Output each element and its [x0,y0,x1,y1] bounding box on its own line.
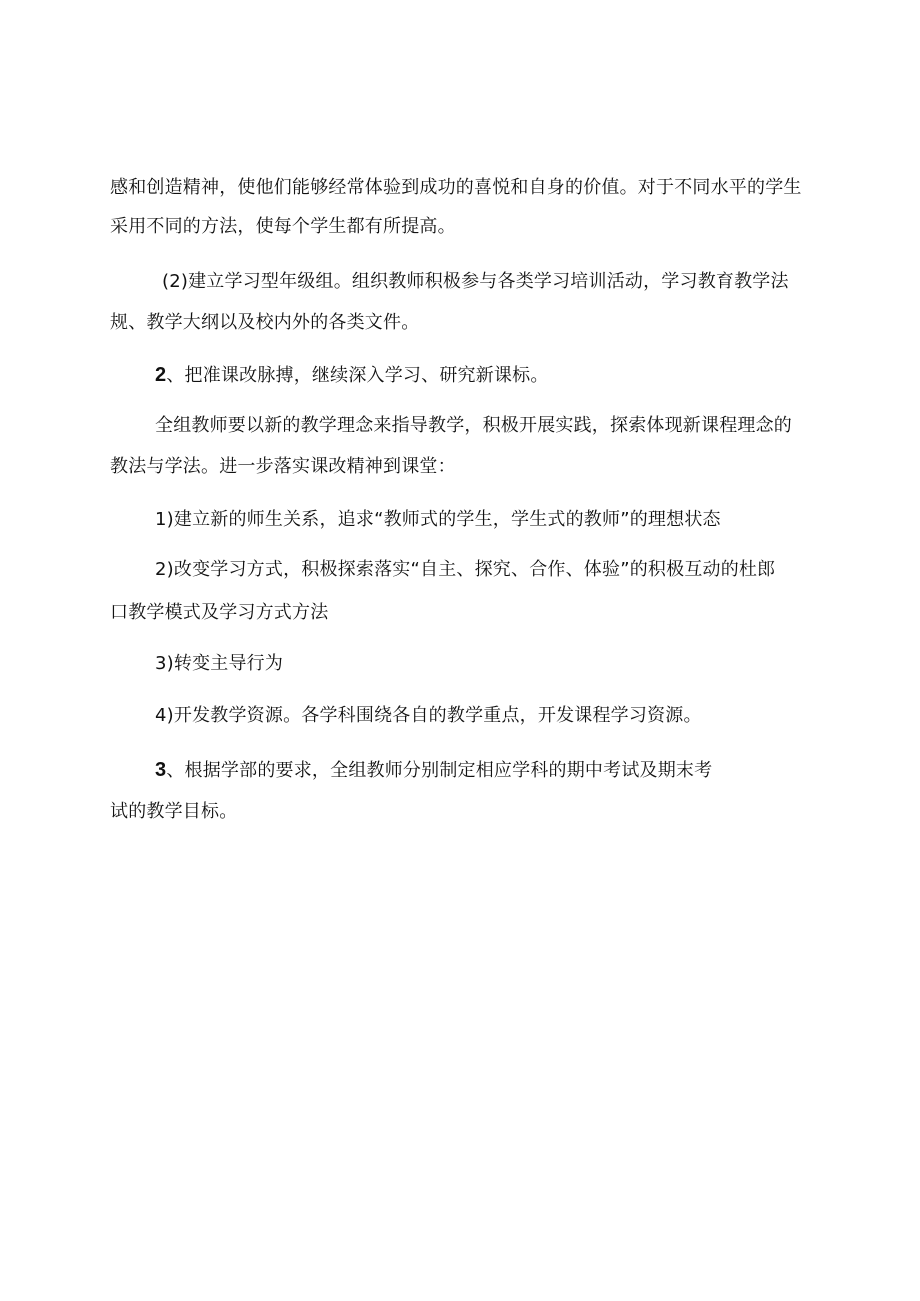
para2-line2: 规、教学大纲以及校内外的各类文件。 [110,312,420,333]
para1-line1: 感和创造精神，使他们能够经常体验到成功的喜悦和自身的价值。对于不同水平的学生 [110,177,802,198]
item2-heading [155,363,549,388]
sub2-line1: 2)改变学习方式，积极探索落实“自主、探究、合作、体验”的积极互动的杜郎 [155,559,776,580]
item3-heading [155,758,712,783]
sub4-line: 4)开发教学资源。各学科围绕各自的教学重点，开发课程学习资源。 [155,705,702,726]
para3-line2: 教法与学法。进一步落实课改精神到课堂： [110,456,456,477]
para3-line1: 全组教师要以新的教学理念来指导教学，积极开展实践，探索体现新课程理念的 [155,415,792,436]
item3-line2: 试的教学目标。 [110,801,238,822]
sub3-line: 3)转变主导行为 [155,653,284,674]
sub2-line2: 口教学模式及学习方式方法 [110,602,329,623]
sub1-line: 1)建立新的师生关系，追求“教师式的学生，学生式的教师”的理想状态 [155,509,721,530]
item3-line1: 、根据学部的要求，全组教师分别制定相应学科的期中考试及期末考 [166,760,713,781]
item3-number: 3 [155,759,167,781]
item2-text: 、把准课改脉搏，继续深入学习、研究新课标。 [166,365,549,386]
para2-line1: (2)建立学习型年级组。组织教师积极参与各类学习培训活动，学习教育教学法 [162,271,789,292]
para1-line2: 采用不同的方法，使每个学生都有所提高。 [110,216,456,237]
item2-number: 2 [155,364,167,386]
